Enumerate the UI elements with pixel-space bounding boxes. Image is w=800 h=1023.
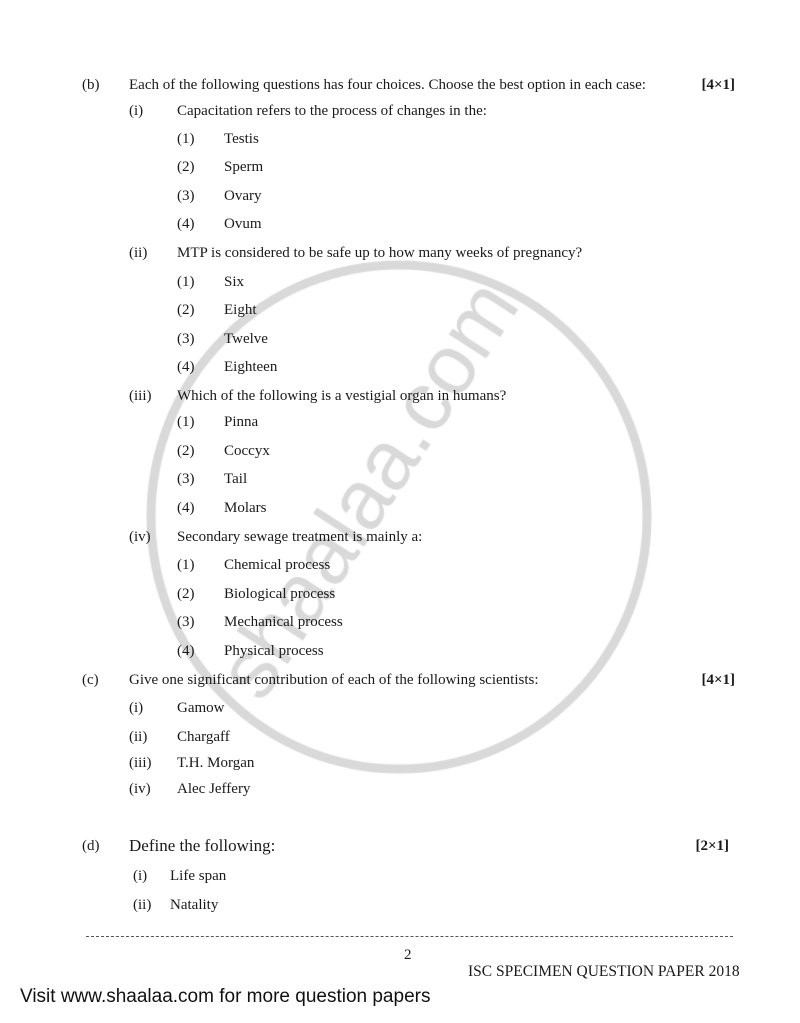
option-number: (3) xyxy=(177,471,195,487)
question-text: Chargaff xyxy=(177,729,230,745)
option-text: Tail xyxy=(224,471,248,487)
option-text: Twelve xyxy=(224,331,268,347)
option-text: Eight xyxy=(224,302,257,318)
footer-link[interactable]: Visit www.shaalaa.com for more question papers xyxy=(20,986,431,1007)
option-text: Six xyxy=(224,274,245,290)
question-number: (iii) xyxy=(129,388,152,404)
option-number: (2) xyxy=(177,302,195,318)
option-number: (1) xyxy=(177,414,195,430)
question-number: (i) xyxy=(129,103,144,119)
option-number: (4) xyxy=(177,216,195,232)
question-text: Secondary sewage treatment is mainly a: xyxy=(177,529,423,545)
page-divider xyxy=(86,936,733,937)
section-instruction: Give one significant contribution of each of the following scientists: xyxy=(129,672,539,688)
marks-badge: [4×1] xyxy=(701,672,735,688)
marks-badge: [4×1] xyxy=(701,77,735,93)
option-number: (4) xyxy=(177,643,195,659)
paper-title: ISC SPECIMEN QUESTION PAPER 2018 xyxy=(468,963,740,980)
option-number: (2) xyxy=(177,443,195,459)
option-text: Testis xyxy=(224,131,259,147)
section-label: (d) xyxy=(82,838,100,854)
option-number: (1) xyxy=(177,557,195,573)
question-number: (ii) xyxy=(133,897,152,913)
option-number: (1) xyxy=(177,131,195,147)
option-text: Ovum xyxy=(224,216,262,232)
question-text: Alec Jeffery xyxy=(177,781,251,797)
section-label: (c) xyxy=(82,672,99,688)
question-number: (ii) xyxy=(129,729,148,745)
option-text: Coccyx xyxy=(224,443,270,459)
option-number: (1) xyxy=(177,274,195,290)
page-number: 2 xyxy=(404,947,412,963)
section-label: (b) xyxy=(82,77,100,93)
option-text: Molars xyxy=(224,500,267,516)
question-number: (iii) xyxy=(129,755,152,771)
option-number: (2) xyxy=(177,159,195,175)
question-number: (ii) xyxy=(129,245,148,261)
option-text: Mechanical process xyxy=(224,614,343,630)
option-number: (3) xyxy=(177,188,195,204)
question-text: Natality xyxy=(170,897,219,913)
question-number: (i) xyxy=(129,700,144,716)
section-instruction: Define the following: xyxy=(129,836,276,855)
option-number: (4) xyxy=(177,500,195,516)
question-text: Which of the following is a vestigial organ in humans? xyxy=(177,388,507,404)
option-text: Pinna xyxy=(224,414,259,430)
option-number: (3) xyxy=(177,331,195,347)
question-number: (i) xyxy=(133,868,148,884)
question-number: (iv) xyxy=(129,781,151,797)
section-instruction: Each of the following questions has four choices. Choose the best option in each case: xyxy=(129,77,646,93)
option-text: Physical process xyxy=(224,643,324,659)
option-number: (3) xyxy=(177,614,195,630)
option-text: Eighteen xyxy=(224,359,278,375)
question-text: MTP is considered to be safe up to how many weeks of pregnancy? xyxy=(177,245,583,261)
option-number: (4) xyxy=(177,359,195,375)
question-text: Life span xyxy=(170,868,227,884)
marks-badge: [2×1] xyxy=(695,838,729,854)
option-text: Chemical process xyxy=(224,557,331,573)
question-text: Capacitation refers to the process of changes in the: xyxy=(177,103,487,119)
question-text: Gamow xyxy=(177,700,225,716)
option-number: (2) xyxy=(177,586,195,602)
question-text: T.H. Morgan xyxy=(177,755,255,771)
option-text: Sperm xyxy=(224,159,264,175)
option-text: Ovary xyxy=(224,188,262,204)
question-number: (iv) xyxy=(129,529,151,545)
option-text: Biological process xyxy=(224,586,336,602)
